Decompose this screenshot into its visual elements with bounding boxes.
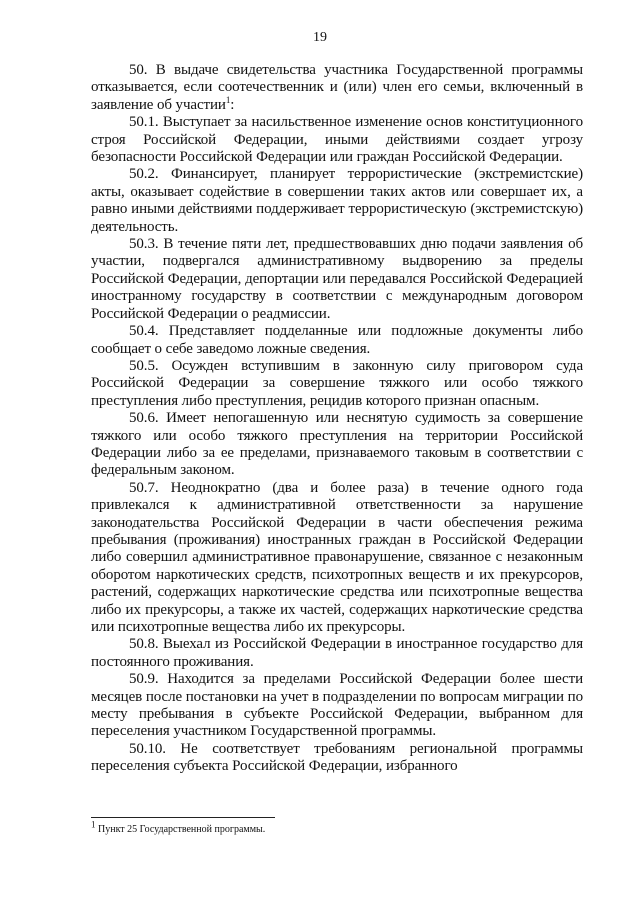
paragraph-text: 50. В выдаче свидетельства участника Государственной программы отказывается, если соотечественник и (или) член его семьи, включенный в заявление об участии bbox=[91, 62, 583, 113]
paragraph-50-4: 50.4. Представляет подделанные или подложные документы либо сообщает о себе заведомо ложные сведения. bbox=[91, 323, 583, 357]
paragraph-50-3: 50.3. В течение пяти лет, предшествовавших дню подачи заявления об участии, подвергался административному выдворению за пределы Российской Федерации, депортации или передавался Российской Федерацией иностранному государству в соответствии с международным договором Российской Федерации о реадмиссии. bbox=[91, 236, 583, 322]
paragraph-50-9: 50.9. Находится за пределами Российской Федерации более шести месяцев после постановки на учет в подразделении по вопросам миграции по месту пребывания в субъекте Российской Федерации, выбранном для переселения участником Государственной программы. bbox=[91, 671, 583, 740]
paragraph-50-2: 50.2. Финансирует, планирует террористические (экстремистские) акты, оказывает содействие в совершении таких актов или совершает их, а равно иными действиями поддерживает террористическую (экстремистскую) деятельность. bbox=[91, 166, 583, 235]
paragraph-50-1: 50.1. Выступает за насильственное изменение основ конституционного строя Российской Федерации, иными действиями создает угрозу безопасности Российской Федерации или граждан Российской Федерации. bbox=[91, 114, 583, 166]
document-body bbox=[91, 62, 583, 776]
paragraph-text-end: : bbox=[230, 96, 235, 113]
footnote bbox=[91, 819, 583, 836]
page-number: 19 bbox=[313, 30, 327, 45]
paragraph-50 bbox=[91, 62, 583, 114]
paragraph-50-5: 50.5. Осужден вступившим в законную силу приговором суда Российской Федерации за совершение тяжкого или особо тяжкого преступления либо преступления, рецидив которого признан опасным. bbox=[91, 357, 583, 409]
footnote-marker: 1 bbox=[91, 819, 96, 830]
footnote-reference: 1 bbox=[225, 94, 231, 105]
footnote-divider bbox=[91, 817, 275, 818]
footnote-text: Пункт 25 Государственной программы. bbox=[98, 824, 266, 835]
paragraph-50-10: 50.10. Не соответствует требованиям региональной программы переселения субъекта Российской Федерации, избранного bbox=[91, 740, 583, 775]
paragraph-50-8: 50.8. Выехал из Российской Федерации в иностранное государство для постоянного проживания. bbox=[91, 636, 583, 670]
paragraph-50-7: 50.7. Неоднократно (два и более раза) в течение одного года привлекался к административной ответственности за нарушение законодательства Российской Федерации в части обеспечения режима пребывания (проживания) иностранных граждан в Российской Федерации либо совершил административное правонарушение, связанное с незаконным оборотом наркотических средств, психотропных веществ и их прекурсоров, растений, содержащих наркотические средства или психотропные вещества либо их прекурсоры, а также их частей, содержащих наркотические средства или психотропные вещества либо их прекурсоры. bbox=[91, 479, 583, 635]
paragraph-50-6: 50.6. Имеет непогашенную или неснятую судимость за совершение тяжкого или особо тяжкого преступления на территории Российской Федерации либо за ее пределами, признаваемого таковым в соответствии с федеральным законом. bbox=[91, 410, 583, 479]
